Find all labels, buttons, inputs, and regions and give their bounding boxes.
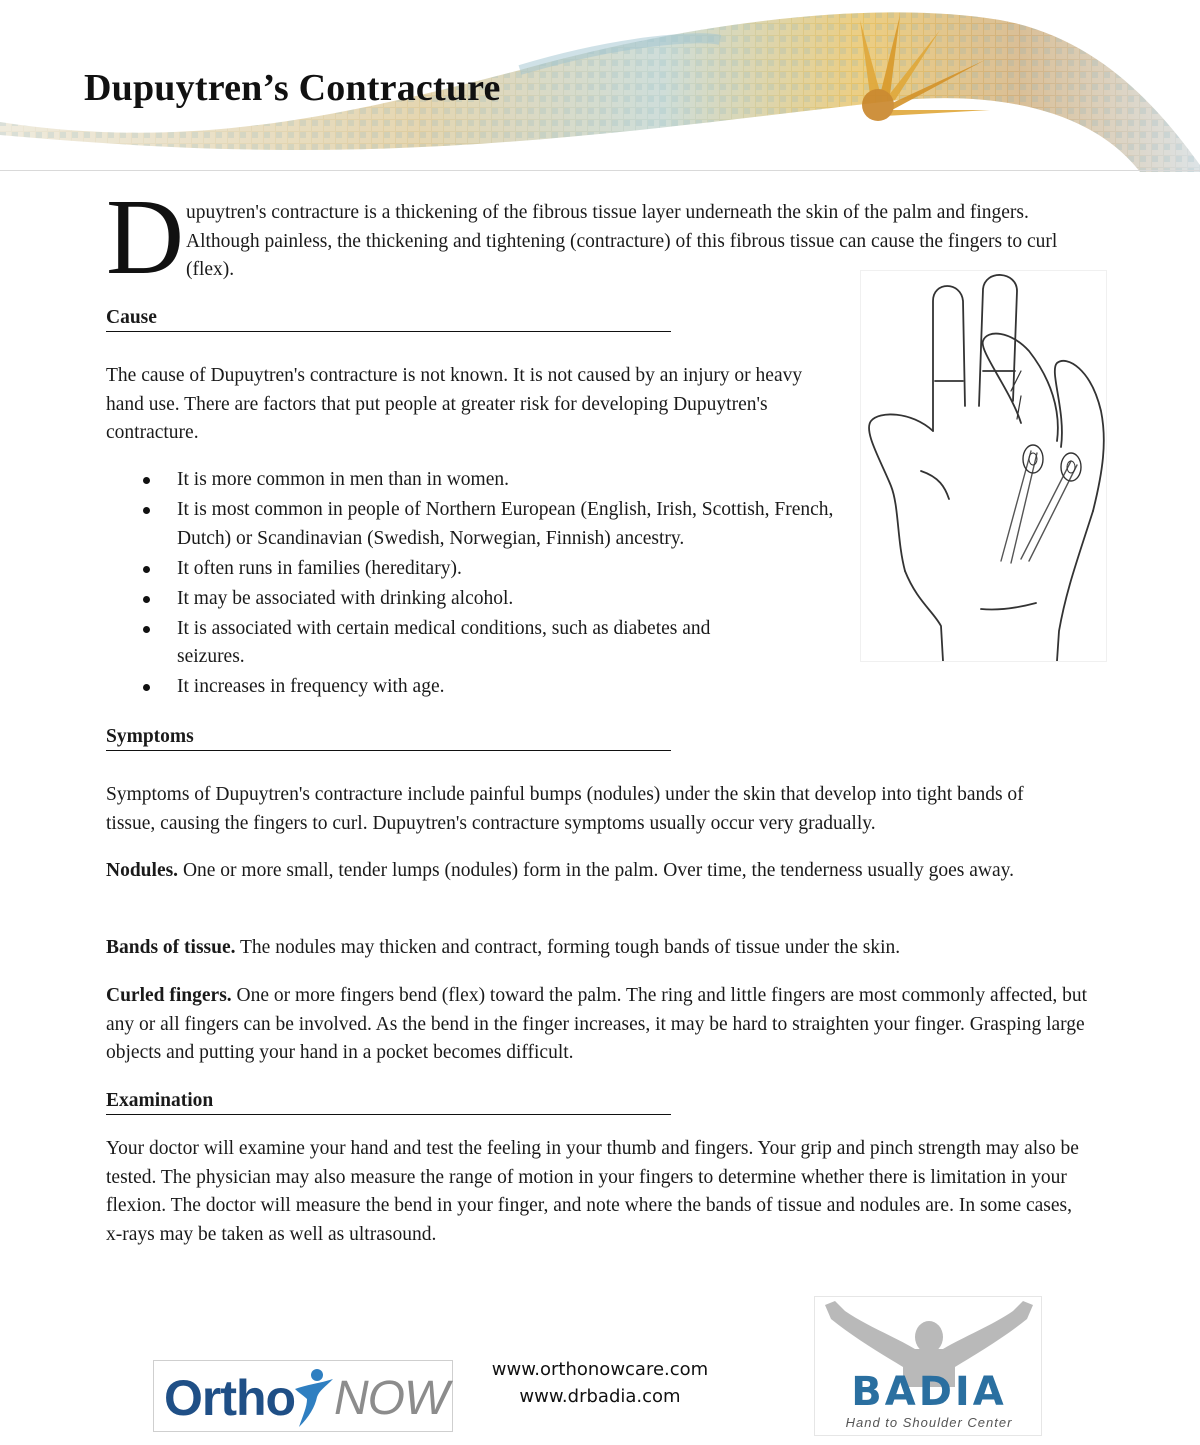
risk-factor-list (106, 466, 846, 703)
orthonow-logo-text: Ortho (164, 1370, 296, 1426)
symptom-curled-fingers: Curled fingers. One or more fingers bend (flex) toward the palm. The ring and little fingers are most commonly affected, but any or all fingers can be involved. As the bend in the finger increases, it may be hard to straighten your finger. Grasping large objects and putting your hand in a pocket becomes difficult. (106, 985, 1088, 1063)
badia-logo-tagline: Hand to Shoulder Center (845, 1415, 1013, 1430)
orthonow-logo (153, 1360, 453, 1432)
website-link-orthonow[interactable]: www.orthonowcare.com (491, 1359, 709, 1380)
header-banner (0, 0, 1200, 172)
examination-paragraph: Your doctor will examine your hand and test the feeling in your thumb and fingers. Your grip and pinch strength may also be tested. The physician may also measure the range of motion in your fingers to determine whether there is limitation in your flexion. The doctor will measure the bend in your finger, and note where the bands of tissue and nodules are. In some cases, x-rays may be taken as well as ultrasound. (106, 1138, 1079, 1245)
bullet-icon (143, 507, 150, 514)
list-item: It often runs in families (hereditary). (106, 555, 846, 584)
cause-paragraph: The cause of Dupuytren's contracture is not known. It is not caused by an injury or heavy hand use. There are factors that put people at greater risk for developing Dupuytren's contracture. (106, 365, 803, 443)
section-heading-examination: Examination (106, 1089, 671, 1115)
symptoms-paragraph: Symptoms of Dupuytren's contracture include painful bumps (nodules) under the skin that develop into tight bands of tissue, causing the fingers to curl. Dupuytren's contracture symptoms usually occur very gradually. (106, 784, 1024, 834)
page-title: Dupuytren’s Contracture (84, 67, 501, 109)
section-heading-cause: Cause (106, 306, 671, 332)
list-item: It may be associated with drinking alcohol. (106, 585, 846, 614)
website-link-drbadia[interactable]: www.drbadia.com (519, 1386, 681, 1407)
intro-paragraph: upuytren's contracture is a thickening of the fibrous tissue layer underneath the skin of the palm and fingers. Although painless, the thickening and tightening (contracture) of this fibrous tissue can cause the fingers to curl (flex). (186, 202, 1058, 280)
symptom-term: Curled fingers. (106, 985, 232, 1006)
list-item: It is more common in men than in women. (106, 466, 846, 495)
drop-cap: D (106, 178, 184, 297)
list-item: It is most common in people of Northern European (English, Irish, Scottish, French, Dutch) or Scandinavian (Swedish, Norwegian, Finnish) ancestry. (106, 496, 846, 553)
list-item: It increases in frequency with age. (106, 673, 846, 702)
orthonow-logo-now: NOW (334, 1372, 449, 1425)
list-item: It is associated with certain medical conditions, such as diabetes and seizures. (106, 615, 846, 672)
symptom-bands: Bands of tissue. The nodules may thicken and contract, forming tough bands of tissue under the skin. (106, 937, 901, 958)
section-heading-symptoms: Symptoms (106, 725, 671, 751)
symptom-term: Nodules. (106, 860, 179, 881)
bullet-icon (143, 684, 150, 691)
header-divider (0, 170, 1200, 171)
bullet-icon (143, 477, 150, 484)
bullet-icon (143, 626, 150, 633)
person-figure-icon (291, 1367, 335, 1429)
badia-logo (814, 1296, 1042, 1436)
symptom-term: Bands of tissue. (106, 937, 236, 958)
dupuytren-hand-drawing (861, 271, 1106, 661)
bullet-icon (143, 566, 150, 573)
website-links (470, 1356, 730, 1410)
bullet-icon (143, 596, 150, 603)
hand-illustration (860, 270, 1107, 662)
badia-logo-wordmark: BADIA (851, 1369, 1007, 1415)
symptom-nodules: Nodules. One or more small, tender lumps (nodules) form in the palm. Over time, the tenderness usually goes away. (106, 860, 1015, 881)
